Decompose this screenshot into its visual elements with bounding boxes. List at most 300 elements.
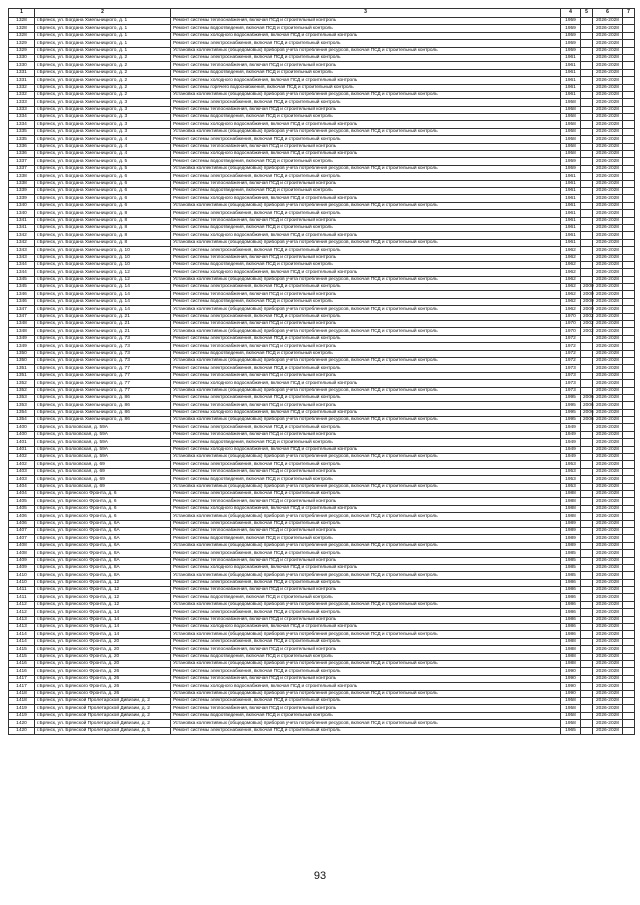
table-row [9, 210, 635, 217]
address-cell: г.Брянск, ул. Брянского Фронта, д. 6 [35, 513, 171, 520]
address-cell: г.Брянск, ул. Болховская, д. 59А [35, 439, 171, 446]
address-cell: г.Брянск, ул. Болховская, д. 59А [35, 454, 171, 461]
address-cell: г.Брянск, ул. Брянского Фронта, д. 12 [35, 579, 171, 586]
planned-period: 2026-2028 [593, 136, 623, 143]
work-description: Ремонт системы электроснабжения, включая ПСД и строительный контроль [171, 520, 561, 527]
row-number: 1414 [9, 631, 35, 638]
planned-period: 2026-2028 [593, 594, 623, 601]
address-cell: г.Брянск, ул. Богдана Хмельницкого, д. 2 [35, 91, 171, 98]
note-cell [623, 306, 635, 313]
reconstruction-year [581, 195, 593, 202]
row-number: 1406 [9, 513, 35, 520]
row-number: 1416 [9, 660, 35, 667]
table-row [9, 417, 635, 424]
row-number: 1401 [9, 446, 35, 453]
address-cell: г.Брянск, ул. Брянского Фронта, д. 14 [35, 624, 171, 631]
note-cell [623, 564, 635, 571]
table-row [9, 454, 635, 461]
work-description: Ремонт системы холодного водоснабжения, включая ПСД и строительный контроль [171, 77, 561, 84]
column-header-3: 3 [171, 9, 561, 18]
reconstruction-year [581, 631, 593, 638]
address-cell: г.Брянск, ул. Брянского Фронта, д. 12 [35, 587, 171, 594]
planned-period: 2026-2028 [593, 106, 623, 113]
note-cell [623, 557, 635, 564]
note-cell [623, 136, 635, 143]
note-cell [623, 527, 635, 534]
build-year: 1958 [561, 128, 581, 135]
work-description: Ремонт системы водоотведения, включая ПСД и строительный контроль [171, 594, 561, 601]
planned-period: 2026-2028 [593, 143, 623, 150]
build-year: 1962 [561, 247, 581, 254]
row-number: 1401 [9, 439, 35, 446]
table-row [9, 660, 635, 667]
planned-period: 2026-2028 [593, 239, 623, 246]
build-year: 1958 [561, 712, 581, 719]
row-number: 1414 [9, 638, 35, 645]
address-cell: г.Брянск, ул. Богдана Хмельницкого, д. 12 [35, 269, 171, 276]
address-cell: г.Брянск, ул. Богдана Хмельницкого, д. 5 [35, 158, 171, 165]
work-description: Ремонт системы электроснабжения, включая ПСД и строительный контроль [171, 550, 561, 557]
build-year: 1973 [561, 387, 581, 394]
row-number: 1332 [9, 84, 35, 91]
work-description: Ремонт системы электроснабжения, включая ПСД и строительный контроль [171, 579, 561, 586]
row-number: 1335 [9, 128, 35, 135]
table-row [9, 631, 635, 638]
reconstruction-year [581, 572, 593, 579]
build-year: 1961 [561, 217, 581, 224]
build-year: 1949 [561, 446, 581, 453]
row-number: 1419 [9, 705, 35, 712]
build-year: 1990 [561, 668, 581, 675]
work-description: Ремонт системы электроснабжения, включая ПСД и строительный контроль [171, 424, 561, 431]
build-year: 1962 [561, 276, 581, 283]
row-number: 1342 [9, 239, 35, 246]
table-row [9, 321, 635, 328]
note-cell [623, 483, 635, 490]
planned-period: 2026-2028 [593, 498, 623, 505]
work-description: Ремонт системы электроснабжения, включая ПСД и строительный контроль [171, 40, 561, 47]
reconstruction-year [581, 99, 593, 106]
reconstruction-year [581, 136, 593, 143]
table-row [9, 180, 635, 187]
column-header-5: 5 [581, 9, 593, 18]
note-cell [623, 675, 635, 682]
planned-period: 2026-2028 [593, 47, 623, 54]
address-cell: г.Брянск, ул. Богдана Хмельницкого, д. 1 [35, 25, 171, 32]
work-description: Ремонт системы водоотведения, включая ПСД и строительный контроль [171, 187, 561, 194]
address-cell: г.Брянск, ул. Богдана Хмельницкого, д. 3 [35, 121, 171, 128]
note-cell [623, 54, 635, 61]
reconstruction-year [581, 77, 593, 84]
planned-period: 2026-2028 [593, 54, 623, 61]
reconstruction-year: 2002 [581, 328, 593, 335]
work-description: Ремонт системы водоотведения, включая ПСД и строительный контроль [171, 712, 561, 719]
reconstruction-year [581, 350, 593, 357]
work-description: Установка коллективных (общедомовых) приборов учета потребления ресурсов, включая ПСД и строительный контроль [171, 542, 561, 549]
planned-period: 2026-2028 [593, 712, 623, 719]
build-year: 1988 [561, 505, 581, 512]
work-description: Ремонт системы теплоснабжения, включая ПСД и строительный контроль [171, 557, 561, 564]
work-description: Установка коллективных (общедомовых) приборов учета потребления ресурсов, включая ПСД и строительный контроль [171, 631, 561, 638]
table-row [9, 47, 635, 54]
reconstruction-year [581, 564, 593, 571]
work-description: Ремонт системы холодного водоснабжения, включая ПСД и строительный контроль [171, 195, 561, 202]
work-description: Установка коллективных (общедомовых) приборов учета потребления ресурсов, включая ПСД и строительный контроль [171, 128, 561, 135]
address-cell: г.Брянск, ул. Богдана Хмельницкого, д. 2 [35, 84, 171, 91]
table-row [9, 224, 635, 231]
note-cell [623, 394, 635, 401]
address-cell: г.Брянск, ул. Брянского Фронта, д. 8А [35, 550, 171, 557]
build-year: 1995 [561, 394, 581, 401]
work-description: Ремонт системы электроснабжения, включая ПСД и строительный контроль [171, 335, 561, 342]
table-row [9, 727, 635, 734]
note-cell [623, 40, 635, 47]
planned-period: 2026-2028 [593, 77, 623, 84]
work-description: Ремонт системы электроснабжения, включая ПСД и строительный контроль [171, 173, 561, 180]
reconstruction-year: 2006 [581, 402, 593, 409]
reconstruction-year [581, 187, 593, 194]
build-year: 1988 [561, 498, 581, 505]
note-cell [623, 653, 635, 660]
planned-period: 2026-2028 [593, 114, 623, 121]
note-cell [623, 631, 635, 638]
row-number: 1329 [9, 47, 35, 54]
build-year: 1961 [561, 77, 581, 84]
work-description: Установка коллективных (общедомовых) приборов учета потребления ресурсов, включая ПСД и строительный контроль [171, 202, 561, 209]
row-number: 1352 [9, 380, 35, 387]
note-cell [623, 77, 635, 84]
note-cell [623, 594, 635, 601]
work-description: Ремонт системы электроснабжения, включая ПСД и строительный контроль [171, 313, 561, 320]
planned-period: 2026-2028 [593, 40, 623, 47]
table-row [9, 491, 635, 498]
work-description: Ремонт системы водоотведения, включая ПСД и строительный контроль [171, 261, 561, 268]
note-cell [623, 350, 635, 357]
note-cell [623, 298, 635, 305]
build-year: 1988 [561, 653, 581, 660]
table-row [9, 99, 635, 106]
header-row [9, 9, 635, 18]
table-row [9, 446, 635, 453]
address-cell: г.Брянск, ул. Богдана Хмельницкого, д. 86 [35, 402, 171, 409]
build-year: 1949 [561, 424, 581, 431]
address-cell: г.Брянск, ул. Богдана Хмельницкого, д. 6 [35, 180, 171, 187]
row-number: 1351 [9, 365, 35, 372]
planned-period: 2026-2028 [593, 557, 623, 564]
work-description: Установка коллективных (общедомовых) приборов учета потребления ресурсов, включая ПСД и строительный контроль [171, 720, 561, 727]
note-cell [623, 365, 635, 372]
planned-period: 2026-2028 [593, 683, 623, 690]
note-cell [623, 705, 635, 712]
address-cell: г.Брянск, ул. Богдана Хмельницкого, д. 14 [35, 291, 171, 298]
planned-period: 2026-2028 [593, 402, 623, 409]
build-year: 1990 [561, 675, 581, 682]
planned-period: 2026-2028 [593, 69, 623, 76]
build-year: 1958 [561, 106, 581, 113]
row-number: 1336 [9, 143, 35, 150]
build-year: 1972 [561, 357, 581, 364]
work-description: Ремонт системы водоотведения, включая ПСД и строительный контроль [171, 535, 561, 542]
build-year: 1995 [561, 402, 581, 409]
work-description: Ремонт системы теплоснабжения, включая ПСД и строительный контроль [171, 705, 561, 712]
address-cell: г.Брянск, ул. Богдана Хмельницкого, д. 6 [35, 195, 171, 202]
build-year: 1970 [561, 313, 581, 320]
column-header-6: 6 [593, 9, 623, 18]
address-cell: г.Брянск, ул. Болховская, д. 59А [35, 446, 171, 453]
note-cell [623, 91, 635, 98]
table-row [9, 402, 635, 409]
row-number: 1407 [9, 527, 35, 534]
build-year: 1988 [561, 638, 581, 645]
planned-period: 2026-2028 [593, 491, 623, 498]
address-cell: г.Брянск, ул. Болховская, д. 59А [35, 424, 171, 431]
row-number: 1337 [9, 165, 35, 172]
table-row [9, 520, 635, 527]
planned-period: 2026-2028 [593, 535, 623, 542]
planned-period: 2026-2028 [593, 646, 623, 653]
reconstruction-year [581, 675, 593, 682]
build-year: 1962 [561, 284, 581, 291]
reconstruction-year [581, 646, 593, 653]
page-number: 93 [313, 870, 327, 882]
work-description: Ремонт системы теплоснабжения, включая ПСД и строительный контроль [171, 143, 561, 150]
reconstruction-year [581, 587, 593, 594]
planned-period: 2026-2028 [593, 461, 623, 468]
planned-period: 2026-2028 [593, 446, 623, 453]
table-row [9, 32, 635, 39]
table-row [9, 335, 635, 342]
address-cell: г.Брянск, ул. Богдана Хмельницкого, д. 10 [35, 254, 171, 261]
table-row [9, 40, 635, 47]
work-description: Установка коллективных (общедомовых) приборов учета потребления ресурсов, включая ПСД и строительный контроль [171, 601, 561, 608]
build-year: 1995 [561, 417, 581, 424]
work-description: Ремонт системы электроснабжения, включая ПСД и строительный контроль [171, 461, 561, 468]
row-number: 1400 [9, 431, 35, 438]
row-number: 1331 [9, 69, 35, 76]
row-number: 1419 [9, 712, 35, 719]
note-cell [623, 476, 635, 483]
note-cell [623, 269, 635, 276]
address-cell: г.Брянск, ул. Богдана Хмельницкого, д. 6 [35, 173, 171, 180]
note-cell [623, 720, 635, 727]
address-cell: г.Брянск, ул. Болховская, д. 69 [35, 461, 171, 468]
planned-period: 2026-2028 [593, 91, 623, 98]
row-number: 1328 [9, 25, 35, 32]
address-cell: г.Брянск, ул. Богдана Хмельницкого, д. 2 [35, 54, 171, 61]
work-description: Установка коллективных (общедомовых) приборов учета потребления ресурсов, включая ПСД и строительный контроль [171, 660, 561, 667]
reconstruction-year [581, 727, 593, 734]
planned-period: 2026-2028 [593, 269, 623, 276]
build-year: 1958 [561, 136, 581, 143]
table-row [9, 69, 635, 76]
table-row [9, 106, 635, 113]
note-cell [623, 210, 635, 217]
build-year: 1961 [561, 180, 581, 187]
note-cell [623, 224, 635, 231]
row-number: 1418 [9, 697, 35, 704]
reconstruction-year [581, 527, 593, 534]
work-description: Ремонт системы электроснабжения, включая ПСД и строительный контроль [171, 54, 561, 61]
row-number: 1349 [9, 343, 35, 350]
table-row [9, 195, 635, 202]
table-row [9, 306, 635, 313]
build-year: 1972 [561, 343, 581, 350]
build-year: 1972 [561, 335, 581, 342]
reconstruction-year [581, 372, 593, 379]
row-number: 1416 [9, 668, 35, 675]
document-sheet [8, 8, 634, 735]
planned-period: 2026-2028 [593, 624, 623, 631]
address-cell: г.Брянск, ул. Брянского Фронта, д. 6А [35, 542, 171, 549]
address-cell: г.Брянск, ул. Богдана Хмельницкого, д. 73 [35, 343, 171, 350]
row-number: 1413 [9, 624, 35, 631]
table-row [9, 217, 635, 224]
reconstruction-year [581, 616, 593, 623]
build-year: 1985 [561, 550, 581, 557]
planned-period: 2026-2028 [593, 202, 623, 209]
address-cell: г.Брянск, ул. Брянской Пролетарской Дивизии, д. 5 [35, 727, 171, 734]
address-cell: г.Брянск, ул. Брянского Фронта, д. 20 [35, 646, 171, 653]
reconstruction-year [581, 594, 593, 601]
build-year: 1988 [561, 660, 581, 667]
reconstruction-year [581, 25, 593, 32]
work-description: Установка коллективных (общедомовых) приборов учета потребления ресурсов, включая ПСД и строительный контроль [171, 276, 561, 283]
table-row [9, 461, 635, 468]
work-description: Ремонт системы холодного водоснабжения, включая ПСД и строительный контроль [171, 232, 561, 239]
note-cell [623, 380, 635, 387]
work-description: Ремонт системы теплоснабжения, включая ПСД и строительный контроль [171, 254, 561, 261]
row-number: 1345 [9, 276, 35, 283]
work-description: Ремонт системы электроснабжения, включая ПСД и строительный контроль [171, 394, 561, 401]
address-cell: г.Брянск, ул. Брянского Фронта, д. 26 [35, 675, 171, 682]
reconstruction-year [581, 387, 593, 394]
build-year: 1973 [561, 372, 581, 379]
planned-period: 2026-2028 [593, 520, 623, 527]
table-row [9, 239, 635, 246]
reconstruction-year [581, 254, 593, 261]
reconstruction-year [581, 660, 593, 667]
reconstruction-year: 2000 [581, 291, 593, 298]
note-cell [623, 187, 635, 194]
reconstruction-year [581, 18, 593, 25]
build-year: 1989 [561, 520, 581, 527]
reconstruction-year: 2006 [581, 417, 593, 424]
note-cell [623, 572, 635, 579]
work-description: Ремонт системы теплоснабжения, включая ПСД и строительный контроль [171, 527, 561, 534]
note-cell [623, 128, 635, 135]
row-number: 1406 [9, 520, 35, 527]
work-description: Ремонт системы электроснабжения, включая ПСД и строительный контроль [171, 247, 561, 254]
table-row [9, 424, 635, 431]
build-year: 1986 [561, 609, 581, 616]
address-cell: г.Брянск, ул. Брянского Фронта, д. 6 [35, 505, 171, 512]
work-description: Ремонт системы водоотведения, включая ПСД и строительный контроль [171, 69, 561, 76]
planned-period: 2026-2028 [593, 660, 623, 667]
row-number: 1405 [9, 505, 35, 512]
table-row [9, 587, 635, 594]
planned-period: 2026-2028 [593, 99, 623, 106]
work-description: Установка коллективных (общедомовых) приборов учета потребления ресурсов, включая ПСД и строительный контроль [171, 454, 561, 461]
address-cell: г.Брянск, ул. Брянского Фронта, д. 6 [35, 498, 171, 505]
row-number: 1354 [9, 417, 35, 424]
work-description: Ремонт системы теплоснабжения, включая ПСД и строительный контроль [171, 180, 561, 187]
reconstruction-year [581, 224, 593, 231]
planned-period: 2026-2028 [593, 454, 623, 461]
table-row [9, 372, 635, 379]
address-cell: г.Брянск, ул. Болховская, д. 69 [35, 483, 171, 490]
planned-period: 2026-2028 [593, 284, 623, 291]
reconstruction-year [581, 217, 593, 224]
row-number: 1415 [9, 646, 35, 653]
build-year: 1959 [561, 25, 581, 32]
row-number: 1352 [9, 387, 35, 394]
table-row [9, 513, 635, 520]
address-cell: г.Брянск, ул. Богдана Хмельницкого, д. 14 [35, 284, 171, 291]
planned-period: 2026-2028 [593, 439, 623, 446]
build-year: 1958 [561, 114, 581, 121]
row-number: 1402 [9, 461, 35, 468]
address-cell: г.Брянск, ул. Богдана Хмельницкого, д. 3 [35, 128, 171, 135]
table-row [9, 572, 635, 579]
row-number: 1411 [9, 594, 35, 601]
address-cell: г.Брянск, ул. Брянской Пролетарской Дивизии, д. 2 [35, 720, 171, 727]
row-number: 1334 [9, 121, 35, 128]
repair-schedule-table [8, 8, 635, 735]
row-number: 1330 [9, 62, 35, 69]
row-number: 1338 [9, 180, 35, 187]
address-cell: г.Брянск, ул. Брянского Фронта, д. 6 [35, 491, 171, 498]
row-number: 1411 [9, 587, 35, 594]
address-cell: г.Брянск, ул. Богдана Хмельницкого, д. 21 [35, 321, 171, 328]
table-row [9, 284, 635, 291]
row-number: 1349 [9, 335, 35, 342]
reconstruction-year [581, 32, 593, 39]
row-number: 1328 [9, 18, 35, 25]
work-description: Ремонт системы теплоснабжения, включая ПСД и строительный контроль [171, 18, 561, 25]
note-cell [623, 32, 635, 39]
address-cell: г.Брянск, ул. Богдана Хмельницкого, д. 8 [35, 239, 171, 246]
reconstruction-year [581, 535, 593, 542]
work-description: Ремонт системы электроснабжения, включая ПСД и строительный контроль [171, 727, 561, 734]
work-description: Ремонт системы теплоснабжения, включая ПСД и строительный контроль [171, 343, 561, 350]
row-number: 1409 [9, 564, 35, 571]
table-row [9, 173, 635, 180]
table-row [9, 409, 635, 416]
planned-period: 2026-2028 [593, 173, 623, 180]
build-year: 1961 [561, 91, 581, 98]
build-year: 1962 [561, 291, 581, 298]
address-cell: г.Брянск, ул. Брянского Фронта, д. 20 [35, 653, 171, 660]
build-year: 1986 [561, 587, 581, 594]
work-description: Ремонт системы электроснабжения, включая ПСД и строительный контроль [171, 668, 561, 675]
reconstruction-year [581, 712, 593, 719]
work-description: Установка коллективных (общедомовых) приборов учета потребления ресурсов, включая ПСД и строительный контроль [171, 328, 561, 335]
address-cell: г.Брянск, ул. Богдана Хмельницкого, д. 8 [35, 210, 171, 217]
planned-period: 2026-2028 [593, 468, 623, 475]
table-row [9, 505, 635, 512]
table-row [9, 232, 635, 239]
work-description: Ремонт системы водоотведения, включая ПСД и строительный контроль [171, 439, 561, 446]
address-cell: г.Брянск, ул. Богдана Хмельницкого, д. 86 [35, 417, 171, 424]
note-cell [623, 660, 635, 667]
table-row [9, 247, 635, 254]
planned-period: 2026-2028 [593, 720, 623, 727]
reconstruction-year [581, 476, 593, 483]
row-number: 1344 [9, 261, 35, 268]
work-description: Ремонт системы холодного водоснабжения, включая ПСД и строительный контроль [171, 624, 561, 631]
note-cell [623, 232, 635, 239]
address-cell: г.Брянск, ул. Богдана Хмельницкого, д. 5 [35, 165, 171, 172]
